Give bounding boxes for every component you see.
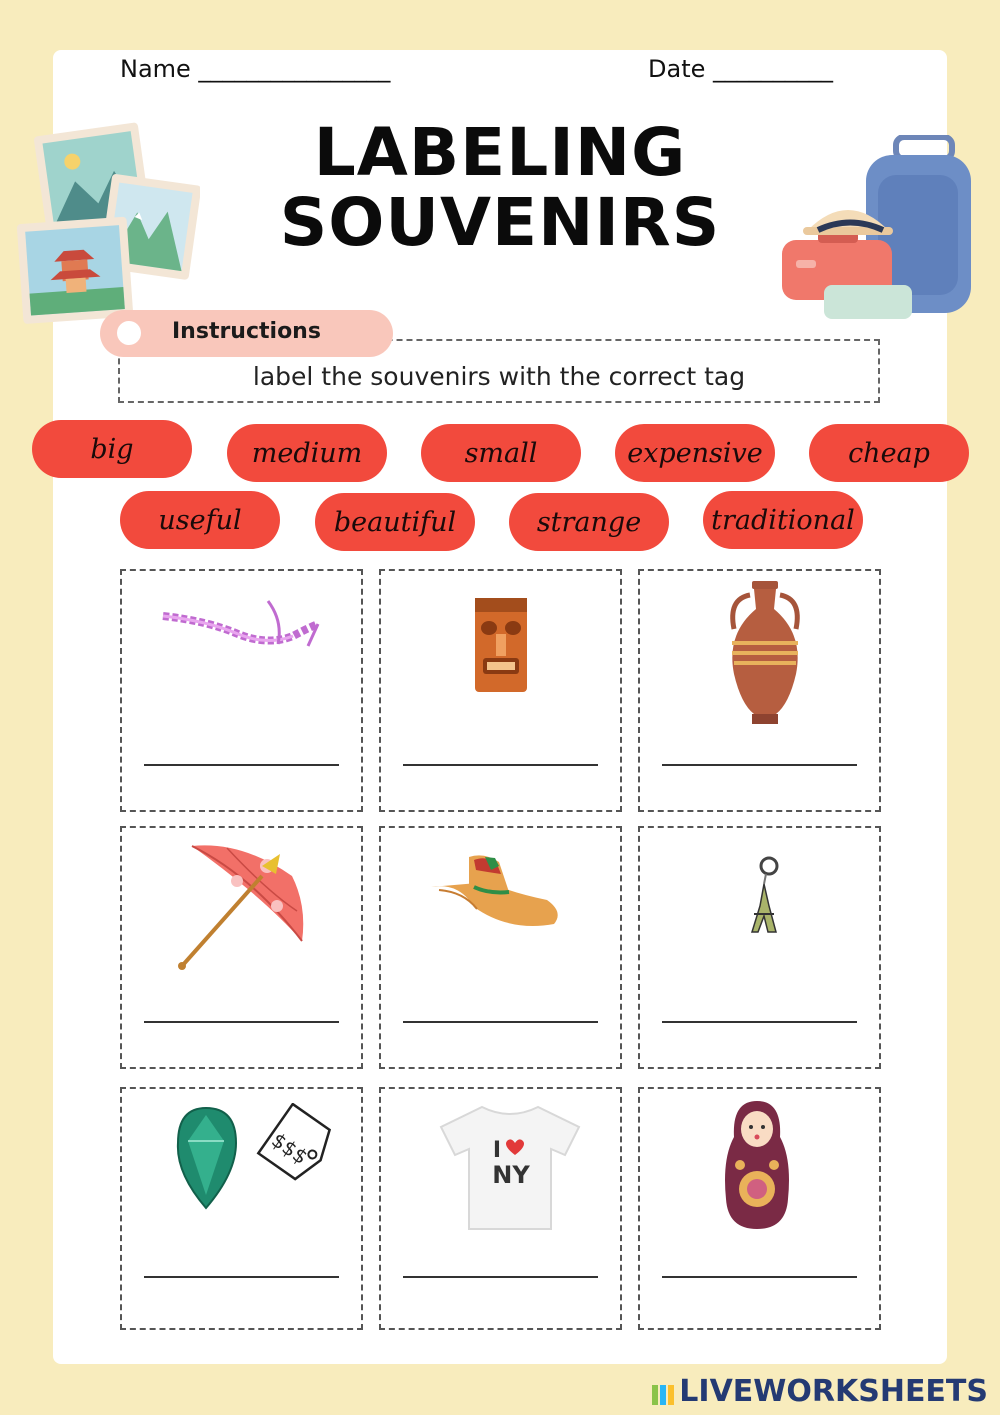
souvenir-cell-tiki[interactable] <box>379 569 622 812</box>
name-field[interactable]: Name ________________ <box>120 55 391 83</box>
vase-icon <box>726 579 804 727</box>
answer-line[interactable] <box>662 1276 857 1278</box>
bracelet-icon <box>158 596 323 666</box>
liveworksheets-brand[interactable] <box>651 1374 988 1409</box>
tag-big[interactable]: big <box>32 420 192 478</box>
tag-medium[interactable]: medium <box>227 424 387 482</box>
brand-name: LIVEWORKSHEETS <box>679 1374 988 1409</box>
paper-umbrella-icon <box>172 836 312 971</box>
eiffel-keychain-icon <box>742 856 786 936</box>
luggage-illustration-icon <box>778 135 978 325</box>
date-field[interactable]: Date __________ <box>648 55 833 83</box>
sombrero-icon <box>429 852 561 934</box>
souvenir-cell-gem[interactable] <box>120 1087 363 1330</box>
gem-price-tag-icon <box>176 1103 346 1213</box>
postcards-illustration-icon <box>15 120 200 325</box>
tag-beautiful[interactable]: beautiful <box>315 493 475 551</box>
liveworksheets-logo-icon <box>651 1380 675 1404</box>
tag-cheap[interactable]: cheap <box>809 424 969 482</box>
answer-line[interactable] <box>662 764 857 766</box>
tshirt-text-i: I <box>492 1138 502 1163</box>
worksheet-title-line1: LABELING <box>313 114 687 191</box>
souvenir-cell-matryoshka[interactable] <box>638 1087 881 1330</box>
tiki-mask-icon <box>469 596 533 694</box>
souvenir-cell-keychain[interactable] <box>638 826 881 1069</box>
price-tag-text: $$$ <box>267 1127 313 1170</box>
tag-traditional[interactable]: traditional <box>703 491 863 549</box>
answer-line[interactable] <box>403 1276 598 1278</box>
tag-expensive[interactable]: expensive <box>615 424 775 482</box>
instructions-text: label the souvenirs with the correct tag <box>252 362 746 391</box>
souvenir-cell-vase[interactable] <box>638 569 881 812</box>
worksheet-title-line2: SOUVENIRS <box>279 184 721 261</box>
answer-line[interactable] <box>403 764 598 766</box>
answer-line[interactable] <box>144 764 339 766</box>
tshirt-text-ny: NY <box>492 1161 530 1189</box>
instructions-dot-icon <box>117 321 141 345</box>
tag-strange[interactable]: strange <box>509 493 669 551</box>
souvenir-cell-sombrero[interactable] <box>379 826 622 1069</box>
tag-useful[interactable]: useful <box>120 491 280 549</box>
answer-line[interactable] <box>403 1021 598 1023</box>
matryoshka-icon <box>722 1099 792 1231</box>
answer-line[interactable] <box>662 1021 857 1023</box>
answer-line[interactable] <box>144 1021 339 1023</box>
answer-line[interactable] <box>144 1276 339 1278</box>
tshirt-icon <box>437 1103 583 1233</box>
tag-small[interactable]: small <box>421 424 581 482</box>
instructions-label: Instructions <box>172 319 321 344</box>
souvenir-cell-bracelet[interactable] <box>120 569 363 812</box>
souvenir-cell-tshirt[interactable] <box>379 1087 622 1330</box>
souvenir-cell-umbrella[interactable] <box>120 826 363 1069</box>
